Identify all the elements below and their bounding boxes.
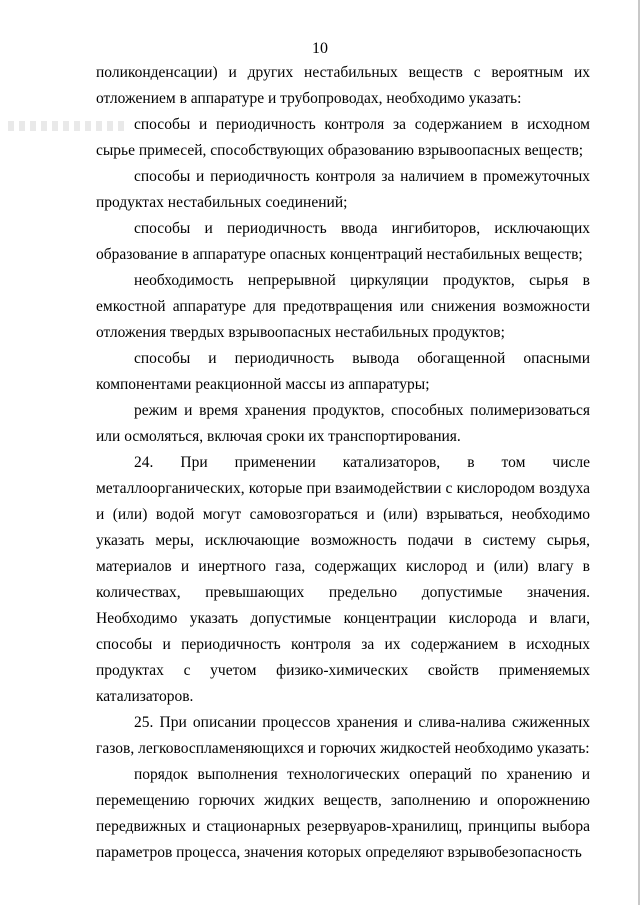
paragraph: способы и периодичность контроля за наличием в промежуточных продуктах нестабильных соединений; [96,168,590,211]
document-body [96,60,590,866]
paragraph: режим и время хранения продуктов, способных полимеризоваться или осмоляться, включая сроки их транспортирования. [96,402,590,445]
paragraph: поликонденсации) и других нестабильных веществ с вероятным их отложением в аппаратуре и трубопроводах, необходимо указать: [96,64,590,107]
paragraph: порядок выполнения технологических операций по хранению и перемещению горючих жидких веществ, заполнению и опорожнению передвижных и стационарных резервуаров-хранилищ, принципы выбора параметров процесса, значения которых определяют взрывобезопасность [96,766,590,861]
paragraph: необходимость непрерывной циркуляции продуктов, сырья в емкостной аппаратуре для предотвращения или снижения возможности отложения твердых взрывоопасных нестабильных продуктов; [96,272,590,341]
paragraph: способы и периодичность вывода обогащенной опасными компонентами реакционной массы из аппаратуры; [96,350,590,393]
paragraph: способы и периодичность контроля за содержанием в исходном сырье примесей, способствующих образованию взрывоопасных веществ; [96,116,590,159]
page-number: 10 [312,40,328,57]
paragraph: способы и периодичность ввода ингибиторов, исключающих образование в аппаратуре опасных концентраций нестабильных веществ; [96,220,590,263]
paragraph-item-25: 25. При описании процессов хранения и слива-налива сжиженных газов, легковоспламеняющихся и горючих жидкостей необходимо указать: [96,714,590,757]
paragraph-item-24: 24. При применении катализаторов, в том числе металлоорганических, которые при взаимодействии с кислородом воздуха и (или) водой могут самовозгораться и (или) взрываться, необходимо указать меры, исключающие возможность подачи в систему сырья, материалов и инертного газа, содержащих кислород и (или) влагу в количествах, превышающих предельно допустимые значения. Необходимо указать допустимые концентрации кислорода и влаги, способы и периодичность контроля за их содержанием в исходных продуктах с учетом физико-химических свойств применяемых катализаторов. [96,454,590,705]
